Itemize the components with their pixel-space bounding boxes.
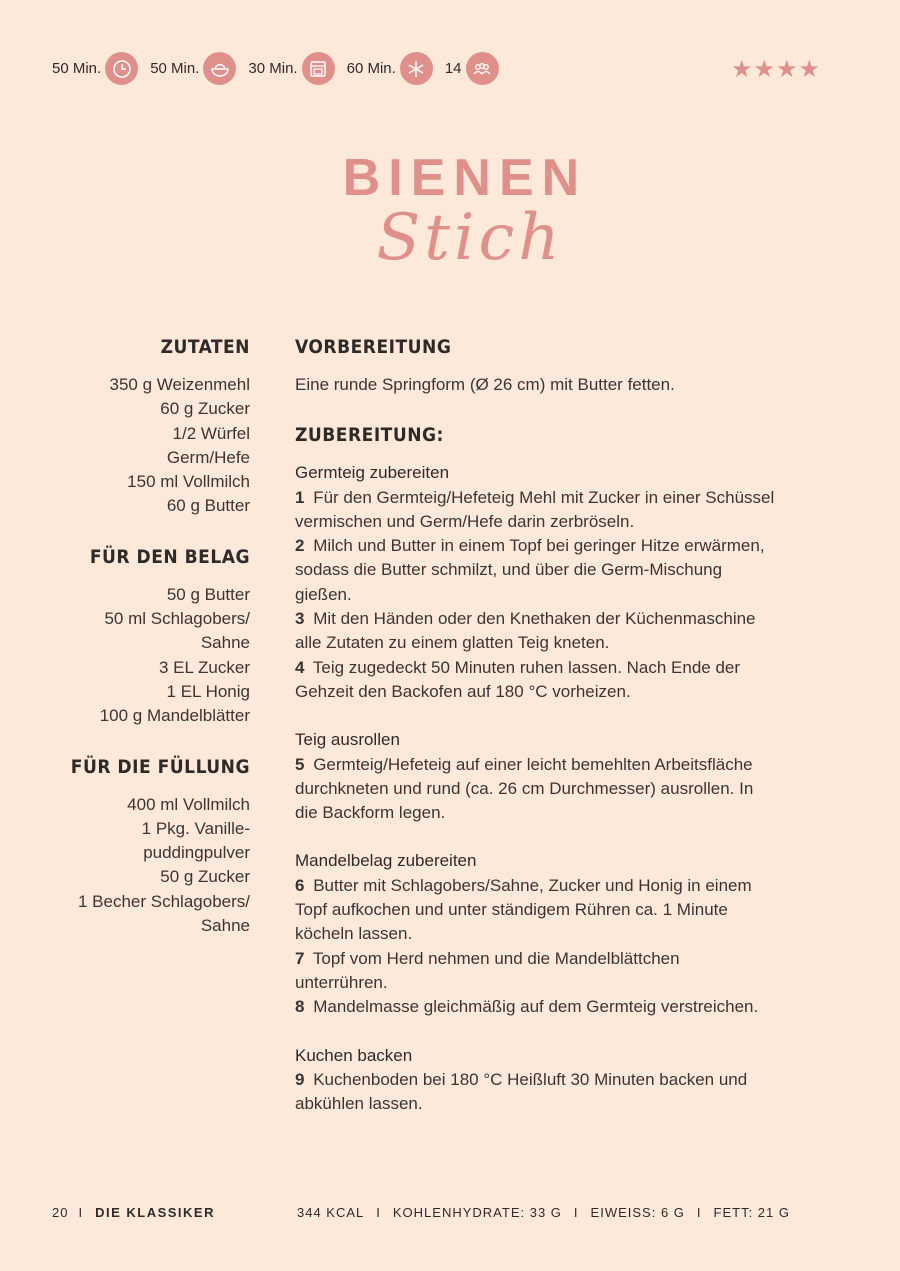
nutrition-info <box>297 1205 790 1220</box>
list-item: 1/2 Würfel <box>172 423 250 443</box>
instructions-column <box>295 335 775 1140</box>
list-item: puddingpulver <box>143 843 250 863</box>
list-item: 1 Becher Schlagobers/ <box>78 891 250 911</box>
step-number: 1 <box>295 487 305 507</box>
cool-time-label: 60 Min. <box>346 60 396 77</box>
footer-divider: I <box>573 1205 579 1220</box>
page-footer <box>52 1205 852 1220</box>
list-item: 50 g Butter <box>166 584 250 604</box>
list-item: 400 ml Vollmilch <box>127 794 250 814</box>
list-item: Sahne <box>200 633 250 653</box>
footer-divider: I <box>78 1205 84 1220</box>
list-item: 60 g Zucker <box>160 399 250 419</box>
list-item: 3 EL Zucker <box>158 657 250 677</box>
snowflake-icon <box>400 52 433 85</box>
step <box>295 753 775 826</box>
nutrition-kcal: 344 KCAL <box>297 1205 365 1220</box>
bake-time <box>248 52 334 85</box>
title-main: BIENEN <box>342 149 588 207</box>
zubereitung-heading: ZUBEREITUNG: <box>295 424 444 447</box>
chapter-name: DIE KLASSIKER <box>95 1205 215 1220</box>
nutrition-fat: FETT: 21 G <box>713 1205 790 1220</box>
step-text: Mandelmasse gleichmäßig auf dem Germteig verstreichen. <box>313 997 759 1017</box>
vorbereitung-heading: VORBEREITUNG <box>295 336 452 358</box>
step-text: Teig zugedeckt 50 Minuten ruhen lassen. Nach Ende der Gehzeit den Backofen auf 180 °C vorheizen. <box>295 657 741 701</box>
bowl-icon <box>203 52 236 85</box>
prep-time <box>52 52 138 85</box>
step <box>295 607 775 656</box>
step-number: 5 <box>295 754 305 774</box>
page-number: 20 <box>52 1205 69 1220</box>
list-item: 50 g Zucker <box>160 867 250 887</box>
star-icon: ★ <box>730 55 753 83</box>
section-title: Mandelbelag zubereiten <box>295 851 477 871</box>
rest-time <box>150 52 236 85</box>
list-item: Germ/Hefe <box>166 447 250 467</box>
recipe-title <box>0 148 900 275</box>
step-text: Milch und Butter in einem Topf bei geringer Hitze erwärmen, sodass die Butter schmilzt, und über die Germ-Mischung gießen. <box>295 536 765 604</box>
step-text: Butter mit Schlagobers/Sahne, Zucker und Honig in einem Topf aufkochen und unter ständigem Rühren ca. 1 Minute köcheln lassen. <box>295 875 752 944</box>
clock-icon <box>105 52 138 85</box>
servings-label: 14 <box>444 60 462 77</box>
section-backen <box>295 1044 775 1117</box>
recipe-meta-bar <box>52 52 511 85</box>
list-item: 1 Pkg. Vanille- <box>141 818 250 838</box>
bake-time-label: 30 Min. <box>248 60 298 77</box>
section-ausrollen <box>295 728 775 825</box>
ingredients-heading: ZUTATEN <box>160 336 250 358</box>
section-title: Germteig zubereiten <box>295 463 450 483</box>
step-number: 6 <box>295 875 305 895</box>
star-icon: ★ <box>775 55 798 83</box>
ingredients-column <box>10 335 250 964</box>
step-number: 2 <box>295 536 305 556</box>
oven-icon <box>302 52 335 85</box>
star-icon: ★ <box>753 55 775 83</box>
step-text: Topf vom Herd nehmen und die Mandelblättchen unterrühren. <box>295 948 680 992</box>
ingredients-list <box>10 373 250 519</box>
step <box>295 656 775 705</box>
nutrition-protein: EIWEISS: 6 G <box>590 1205 685 1220</box>
fuellung-list <box>10 793 250 939</box>
step-number: 3 <box>295 609 305 629</box>
list-item: 350 g Weizenmehl <box>109 375 250 394</box>
step <box>295 1068 775 1117</box>
difficulty-rating <box>730 57 820 81</box>
footer-divider: I <box>696 1205 702 1220</box>
list-item: 60 g Butter <box>166 496 250 516</box>
people-icon <box>466 52 499 85</box>
servings <box>445 52 499 85</box>
belag-heading: FÜR DEN BELAG <box>89 545 250 568</box>
list-item: 100 g Mandelblätter <box>99 706 250 726</box>
step-text: Mit den Händen oder den Knethaken der Küchenmaschine alle Zutaten zu einem glatten Teig kneten. <box>295 609 756 653</box>
belag-list <box>10 583 250 729</box>
prep-time-label: 50 Min. <box>52 60 102 77</box>
step-number: 8 <box>295 997 305 1017</box>
step <box>295 947 775 996</box>
step-text: Für den Germteig/Hefeteig Mehl mit Zucker in einer Schüssel vermischen und Germ/Hefe darin zerbröseln. <box>295 487 775 531</box>
cool-time <box>347 52 433 85</box>
rest-time-label: 50 Min. <box>150 60 200 77</box>
step-number: 9 <box>295 1069 305 1089</box>
footer-divider: I <box>376 1205 381 1220</box>
step-text: Germteig/Hefeteig auf einer leicht bemehlten Arbeitsfläche durchkneten und rund (ca. 26 cm Durchmesser) ausrollen. In die Backform legen. <box>295 754 754 823</box>
step-number: 7 <box>295 948 305 968</box>
step <box>295 874 775 947</box>
section-title: Kuchen backen <box>295 1045 413 1065</box>
vorbereitung-text: Eine runde Springform (Ø 26 cm) mit Butter fetten. <box>295 375 675 394</box>
section-title: Teig ausrollen <box>295 730 400 750</box>
section-mandelbelag <box>295 849 775 1019</box>
step <box>295 995 775 1019</box>
star-icon: ★ <box>798 55 820 83</box>
list-item: 1 EL Honig <box>166 681 250 701</box>
step <box>295 486 775 535</box>
list-item: Sahne <box>200 916 250 936</box>
section-germteig <box>295 461 775 704</box>
nutrition-carbs: KOHLENHYDRATE: 33 G <box>392 1205 562 1220</box>
title-script: Stich <box>376 201 564 275</box>
list-item: 50 ml Schlagobers/ <box>104 609 250 629</box>
step <box>295 534 775 607</box>
step-text: Kuchenboden bei 180 °C Heißluft 30 Minuten backen und abkühlen lassen. <box>295 1069 748 1114</box>
fuellung-heading: FÜR DIE FÜLLUNG <box>70 755 250 778</box>
step-number: 4 <box>295 657 305 677</box>
list-item: 150 ml Vollmilch <box>127 472 250 492</box>
